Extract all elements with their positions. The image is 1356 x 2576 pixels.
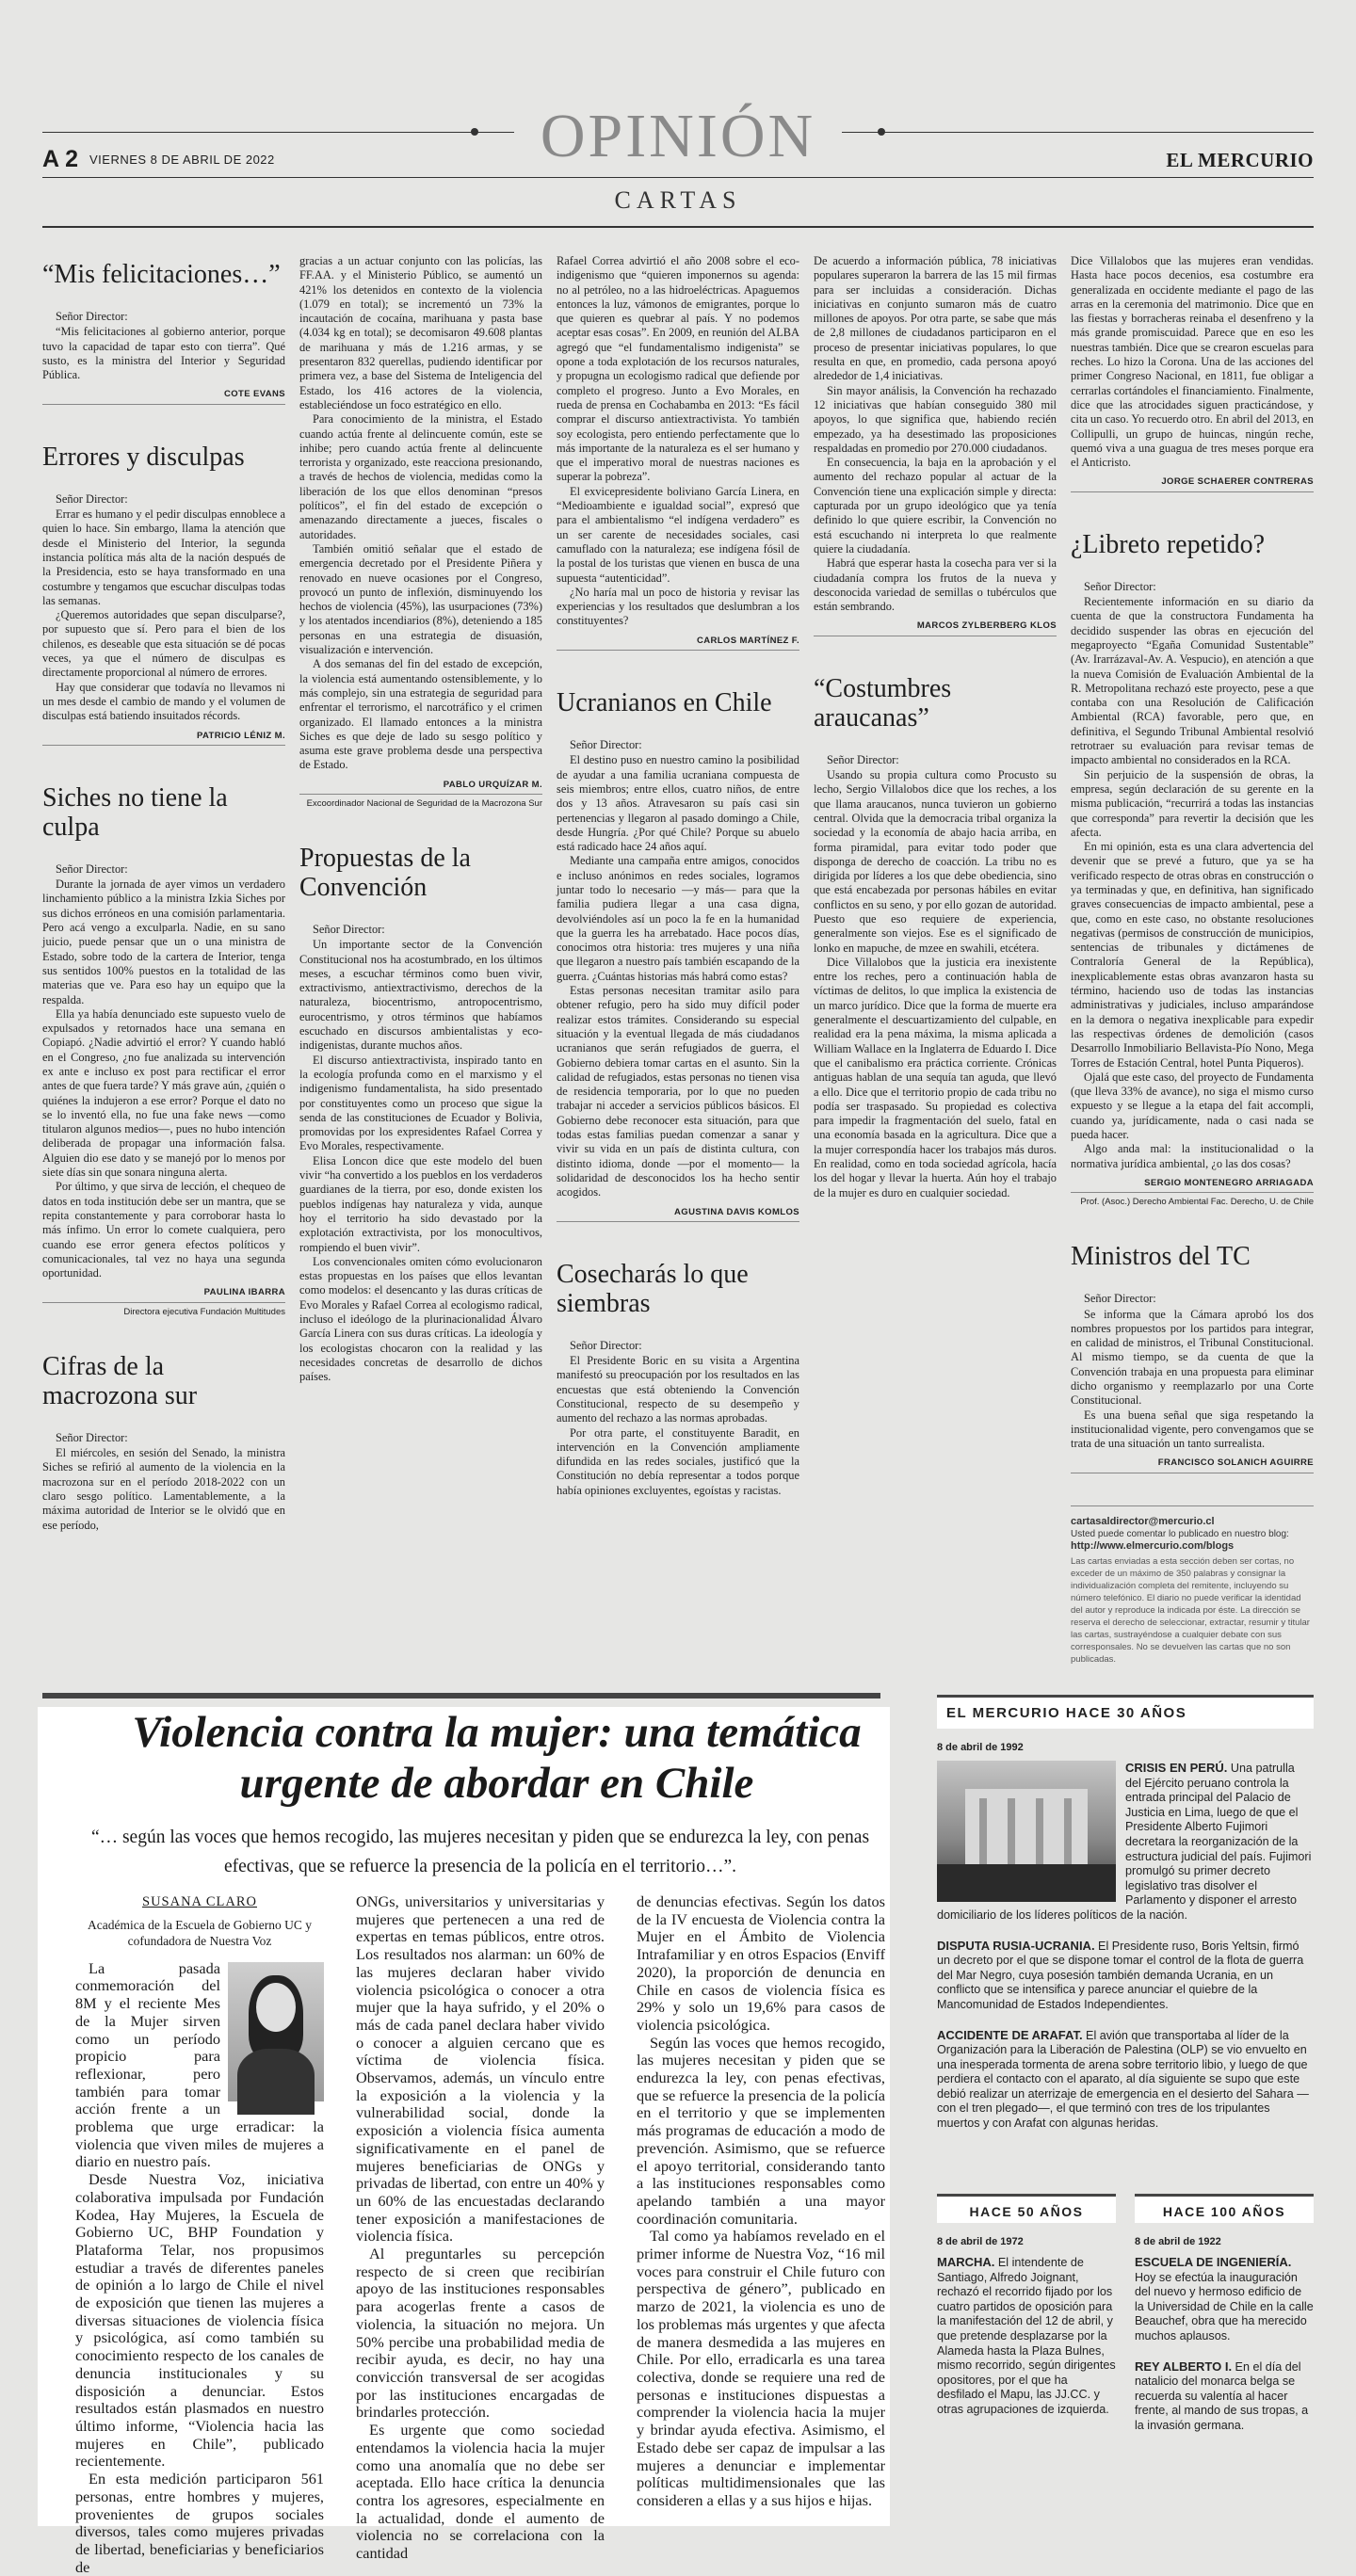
- history-100-date: 8 de abril de 1922: [1135, 2236, 1221, 2247]
- edition-date: VIERNES 8 DE ABRIL DE 2022: [89, 153, 275, 167]
- archive-photo: [937, 1761, 1116, 1902]
- letter-headline: Siches no tiene la culpa: [42, 782, 228, 842]
- history-item-kicker: MARCHA.: [937, 2255, 995, 2269]
- history-item-text: Una patrulla del Ejército peruano controla la entrada principal del Palacio de Justicia en Lima, luego de que el Presidente Alberto Fujimori decretara la reorganización de la estructura judicial del país. Fujimori promulgó su primer decreto legislativo tras disolver el Parlamento y disponer el arresto domiciliario de los líderes políticos de la nación.: [937, 1762, 1312, 1922]
- letter-salutation: Señor Director:: [570, 738, 642, 752]
- sidebar-date: 8 de abril de 1992: [937, 1742, 1024, 1753]
- letter: [814, 674, 1057, 1200]
- letter-body: Ojalá que este caso, del proyecto de Fundamenta (que lleva 33% de avance), no siga el mismo curso expuesto y se llegue a la etapa del fait accompli, cuando ya, jurídicamente, nada o casi nada se pueda hacer.: [1071, 1070, 1314, 1142]
- history-50-date: 8 de abril de 1972: [937, 2236, 1024, 2247]
- letter-salutation: Señor Director:: [1084, 1292, 1156, 1306]
- letter-signature-title: Directora ejecutiva Fundación Multitudes: [123, 1306, 285, 1317]
- feature-pull-quote: “… según las voces que hemos recogido, las mujeres necesitan y piden que se endurezca la ley, con penas efectivas, que se refuerce la presencia de la policía en el territorio…”.: [90, 1827, 870, 1876]
- letter-body: Recientemente información en su diario da cuenta de que la constructora Fundamenta ha decidido suspender las obras en ejecución del megaproyecto “Egaña Comunidad Sustentable” (Av. Irarrázaval-Av. A. Vespucio), en atención a que la nueva Comisión de Evaluación Ambiental de la R. Metropolitana rechazó este proyecto, pese a que contaba con una Resolución de Calificación Ambiental (RCA) favorable, pero que, en definitiva, el Segundo Tribunal Ambiental resolvió retrotraer su evaluación para revisar temas de impacto ambiental no considerados en la RCA.: [1071, 595, 1314, 767]
- letter-body: Por último, y que sirva de lección, el chequeo de datos en toda institución debe ser un mantra, que se repita constantemente y para corroborar hasta lo más ínfimo. Un error lo comete cualquiera, pero cuando ese error genera efectos políticos y comunicacionales, tal vez no haya una segunda oportunidad.: [42, 1180, 285, 1280]
- letter-headline: Ucranianos en Chile: [557, 688, 772, 718]
- letter-salutation: Señor Director:: [313, 922, 385, 936]
- feature-column-2: [356, 1893, 605, 2563]
- letter-headline: “Mis felicitaciones…”: [42, 260, 281, 289]
- feature-paragraph: ONGs, universitarios y universitarias y mujeres que pertenecen a una red de expertas en temas públicos, entre otros. Los resultados nos alarman: un 60% de las mujeres declaran haber vivido violencia psicológica o conocer a otra mujer que la haya sufrido, y el 20% o más de cada panel declara haber vivido o conocer a alguien cercano que es víctima de violencia física. Observamos, además, un vínculo entre la exposición a la violencia y la vulnerabilidad social, donde la exposición a violencia física aumenta significativamente en el panel de mujeres beneficiarias de ONGs y privadas de libertad, con entre un 40% y un 60% de las encuestadas declarando tener exposición a manifestaciones de violencia física.: [356, 1892, 605, 2246]
- letter-body: Se informa que la Cámara aprobó los dos nombres propuestos por los partidos para integrar, en calidad de ministros, el Tribunal Constitucional. Al mismo tiempo, se da cuenta de que la Convención trabaja en una propuesta para eliminar dicho organismo y reemplazarlo por una Corte Constitucional.: [1071, 1307, 1314, 1408]
- letters-column-1: [42, 254, 285, 1533]
- letter-salutation: Señor Director:: [56, 491, 128, 506]
- feature-paragraph: Es urgente que como sociedad entendamos la violencia hacia la mujer como una anomalía que no debe ser aceptada. Ello hace crítica la denuncia contra los agresores, especialmente en la actualidad, donde el aumento de violencia no se correlaciona con la cantidad: [356, 2421, 605, 2563]
- history-100-box: [1135, 2194, 1314, 2449]
- history-50-title: HACE 50 AÑOS: [937, 2194, 1116, 2223]
- history-item-text: El avión que transportaba al líder de la Organización para la Liberación de Palestina (OLP) se vio envuelto en una inesperada tormenta de arena sobre territorio libio, y luego de que perdiera el contacto con el aparato, al día siguiente se supo que este debió realizar un aterrizaje de emergencia en el desierto del Sahara —con el tren plegado—, el que terminó con tres de los tripulantes muertos y con Arafat con algunas heridas.: [937, 2028, 1309, 2131]
- letter-salutation: Señor Director:: [827, 752, 899, 766]
- letter-signature-title: Prof. (Asoc.) Derecho Ambiental Fac. Derecho, U. de Chile: [1080, 1197, 1314, 1208]
- letter-body: El miércoles, en sesión del Senado, la ministra Siches se refirió al aumento de la violencia en la macrozona sur en el período 2018-2022 con un claro sesgo político. Lamentablemente, a la máxima autoridad de Interior se le olvidó que en ese período,: [42, 1446, 285, 1532]
- history-item-kicker: ESCUELA DE INGENIERÍA.: [1135, 2255, 1292, 2269]
- letter-body: Sin perjuicio de la suspensión de obras, la empresa, según declaración de su gerente en la misma publicación, “recurrirá a todas las instancias que corresponda” para revertir la decisión que les afecta.: [1071, 767, 1314, 839]
- feature-rule: [42, 1693, 880, 1699]
- letters-column-4: [814, 254, 1057, 1200]
- letter-body: De acuerdo a información pública, 78 iniciativas populares superaron la barrera de las 15 mil firmas para ser incluidas a consideración. Dichas iniciativas en conjunto sumaron más de cuatro millones de apoyos. Por otra parte, se sabe que más de 2,8 millones de ciudadanos participaron en el proceso de presentar iniciativas populares, lo que resulta en que, en promedio, cada persona apoyó alrededor de 1,4 iniciativas.: [814, 254, 1057, 383]
- page-number: A 2: [42, 146, 78, 172]
- letter-body: En consecuencia, la baja en la aprobación y el aumento del rechazo popular al actuar de la Convención tiene una explicación simple y directa: capturada por un grupo ideológico que ya tenía definido lo que quiere escribir, la Convención no está escuchando ni interpreta lo que realmente quiere la ciudadanía.: [814, 456, 1057, 555]
- feature-paragraph: Tal como ya habíamos revelado en el primer informe de Nuestra Voz, “16 mil voces para construir el Chile futuro con perspectiva de género”, publicado en marzo de 2021, la violencia es uno de los problemas más urgentes y que afecta de manera desmedida a las mujeres en Chile. Por ello, erradicarla es una tarea colectiva, donde se requiere una red de personas e instituciones dispuestas a comprender la violencia hacia la mujer y brindar ayuda efectiva. Asimismo, el Estado debe ser capaz de impulsar a las mujeres a denunciar e implementar políticas multidimensionales que las consideren a ellas y a sus hijos e hijas.: [637, 2227, 885, 2509]
- letter: [42, 1352, 285, 1533]
- masthead-rule-bottom: [42, 226, 1314, 228]
- ornament-dot-right: [878, 128, 885, 136]
- history-item-text: El Presidente ruso, Boris Yeltsin, firmó un decreto por el que se dispone tomar el control de la flota de guerra del Mar Negro, cuya posesión también demanda Ucrania, en un conflicto que se intensifica y parece anunciar el quiebre de la Mancomunidad de Estados Independientes.: [937, 1939, 1304, 2011]
- letter-signature: FRANCISCO SOLANICH AGUIRRE: [1071, 1456, 1314, 1473]
- letter: [1071, 530, 1314, 1208]
- letter-body: Algo anda mal: la institucionalidad o la normativa jurídica ambiental, ¿o las dos cosas?: [1071, 1142, 1314, 1170]
- letter-signature-title: Excoordinador Nacional de Seguridad de la Macrozona Sur: [306, 797, 542, 809]
- letter-body: gracias a un actuar conjunto con las policías, las FF.AA. y el Ministerio Público, se aumentó un 421% los detenidos en contexto de la violencia (1.079 en total); se incrementó un 73% la incautación de cocaína, marihuana y pasta base (4.034 kg en total); se decomisaron 49.608 plantas de marihuana y más de 1.216 armas, y se presentaron 832 querellas, pudiendo identificar por primera vez, a base del Sistema de Inteligencia del Estado, los 416 actores de la violencia, estableciéndose un foco estratégico en ello.: [299, 254, 542, 411]
- letter: [42, 443, 285, 746]
- letter-headline: “Costumbres araucanas”: [814, 673, 952, 733]
- letter-salutation: Señor Director:: [570, 1338, 642, 1352]
- letter-signature: PATRICIO LÉNIZ M.: [42, 729, 285, 746]
- letter-body: Estas personas necesitan tramitar asilo para obtener refugio, pero ha sido muy difícil poder realizar estos trámites. Considerando su especial situación y la eventual llegada de más ciudadanos ucranianos que serán refugiados de guerra, el Gobierno debiera tomar cartas en el asunto. Sin la calidad de refugiados, estas personas no tienen visa de residencia temporaria, por lo que no pueden trabajar ni acceder a servicios públicos básicos. El Gobierno debe reconocer esta situación, para que todas estas familias puedan comenzar a sanar y vivir su vida en un país de distinta cultura, con distinto idioma, donde —por el momento— la solidaridad de desconocidos los ha hecho sentir acogidos.: [557, 984, 799, 1199]
- letter-body: “Mis felicitaciones al gobierno anterior, porque tuvo la capacidad de tapar esto con tierra”. Qué susto, es la ministra del Interior y Seguridad Pública.: [42, 325, 285, 382]
- history-item: [1135, 2255, 1314, 2344]
- letter-body: Para conocimiento de la ministra, el Estado cuando actúa frente al delincuente común, este se inhibe; pero cuando actúa frente al delincuente terrorista y organizado, este reacciona presionando, a través de hechos de violencia, medidas como la liberación de los que ellos denominan “presos políticos”, el fin del estado de excepción o amenazando directamente a jueces, fiscales o autoridades.: [299, 412, 542, 541]
- letters-section: [42, 254, 1314, 1666]
- feature-column-3: [637, 1893, 885, 2510]
- letter-body: A dos semanas del fin del estado de excepción, la violencia está aumentando ostensiblemente, y lo más complejo, sin una estrategia de seguridad para enfrentar el terrorismo, el narcotráfico y el crimen organizado. El llamado entonces a la ministra Siches es que deje de lado su sesgo político y asuma este grave problema desde una perspectiva de Estado.: [299, 657, 542, 772]
- letter: [42, 783, 285, 1318]
- feature-paragraph: Al preguntarles su percepción respecto de si creen que recibirían apoyo de las instituciones responsables para acogerlas frente a casos de violencia, la situación no mejora. Un 50% percibe una probabilidad media de recibir ayuda, es decir, no hay una convicción transversal de ser acogidas por las instituciones encargadas de brindarles protección.: [356, 2245, 605, 2422]
- letter-salutation: Señor Director:: [56, 1430, 128, 1444]
- letter-salutation: Señor Director:: [1084, 579, 1156, 593]
- letter-signature: JORGE SCHAERER CONTRERAS: [1071, 475, 1314, 491]
- feature-column-1: [75, 1893, 324, 2576]
- letter-body: Dice Villalobos que la justicia era inexistente entre los reches, pero a continuación habla de víctimas de delitos, lo que implica la existencia de un marco jurídico. Dice que la forma de muerte era generalmente el descuartizamiento del culpable, en realidad era la pena máxima, la misma aplicada a William Wallace en la Inglaterra de Eduardo I. Dice que el canibalismo era práctica corriente. Crónicas antiguas hablan de una sequía tan aguda, que llevó a ello. Dice que el territorio propio de cada tribu no podía ser traspasado. Su propiedad es colectiva para impedir la fragmentación del suelo, fatal en una economía basada en la agricultura. Dice que a la mujer correspondía hacer los trabajos más duros. En realidad, como en toda sociedad agrícola, hacía los del hogar y llevar la huerta. Aún hoy el trabajo de la mujer es duro en cualquier sociedad.: [814, 955, 1057, 1199]
- letter-signature: PAULINA IBARRA: [42, 1285, 285, 1302]
- letter-body: ¿Queremos autoridades que sepan disculparse?, por supuesto que sí. Pero para el bien de los chilenos, es deseable que esta situación se dé pocas veces, ya que el número de disculpas es directamente proporcional al número de errores.: [42, 608, 285, 680]
- letters-column-5: [1071, 254, 1314, 1666]
- letter-body: Ella ya había denunciado este supuesto vuelo de expulsados y retornados hace una semana en Copiapó. ¿Nadie advirtió el error? Y cuando habló en el Congreso, ¿no fue analizada su intervención ex ante e incluso ex post para rectificar el error antes de que fuera tarde? Y más grave aún, ¿quién o quiénes la indujeron a ese error? Porque el dato no se lo inventó ella, no fue una fake news —como titularon algunos medios—, pues no hubo intención deliberada de propagar una información falsa. Alguien dio ese dato y se manejó por lo menos por siete días sin que sonara ninguna alerta.: [42, 1006, 285, 1180]
- letter: [42, 260, 285, 405]
- letter-body: Un importante sector de la Convención Constitucional nos ha acostumbrado, en los últimos meses, a escuchar términos como buen vivir, extractivismo, antiextractivismo, derechos de la naturaleza, biocentrismo, antropocentrismo, eurocentrismo, y otros términos que habíamos escuchado en discursos ambientalistas y eco-indigenistas, durante muchos años.: [299, 938, 542, 1053]
- feature-paragraph: En esta medición participaron 561 personas, entre hombres y mujeres, provenientes de grupos sociales diversos, tales como mujeres privadas de libertad, beneficiarias y beneficiarios de: [75, 2470, 324, 2576]
- letter: [299, 844, 542, 1385]
- letter-body: ¿No haría mal un poco de historia y revisar las experiencias y los resultados que deslumbran a los constituyentes?: [557, 585, 799, 628]
- letter-body: El exvicepresidente boliviano García Linera, en “Medioambiente e igualdad social”, expresó que para el ambientalismo “el indígena verdadero” es un ser carente de necesidades sociales, casi camuflado con la naturaleza; ese indígena fósil de la postal de los turistas que vienen en busca de una supuesta “autenticidad”.: [557, 484, 799, 585]
- letter-salutation: Señor Director:: [56, 310, 128, 323]
- history-item: [937, 1939, 1314, 2013]
- subsection-title: CARTAS: [614, 186, 742, 214]
- letter-body: Sin mayor análisis, la Convención ha rechazado 12 iniciativas que habían conseguido 380 mil apoyos, lo que significa que, habiendo recién empezado, ya ha desestimado las proposiciones respaldadas en promedio por 270.000 ciudadanos.: [814, 383, 1057, 455]
- letter-body: Habrá que esperar hasta la cosecha para ver si la ciudadanía compra los frutos de la nueva y desconocida variedad de semillas o tubérculos que están sembrando.: [814, 556, 1057, 614]
- feature-paragraph: de denuncias efectivas. Según los datos de la IV encuesta de Violencia contra la Mujer en el Ámbito de Violencia Intrafamiliar y en otros Espacios (Enviff 2020), la proporción de denuncia en Chile en casos de violencia física es 29% y solo un 19,6% para casos de violencia psicológica.: [637, 1892, 885, 2034]
- history-item: [1135, 2359, 1314, 2434]
- letter-signature: PABLO URQUÍZAR M.: [299, 778, 542, 795]
- history-item-kicker: REY ALBERTO I.: [1135, 2359, 1233, 2374]
- history-item-text: Hoy se efectúa la inauguración del nuevo y hermoso edificio de la Universidad de Chile en la calle Beauchef, obra que ha merecido muchos aplausos.: [1135, 2270, 1314, 2343]
- letter-headline: ¿Libreto repetido?: [1071, 529, 1266, 559]
- letter-body: En mi opinión, esta es una clara advertencia del devenir que se prevé a futuro, que ya se ha verificado respecto de otras obras en construcción o ya terminadas y que, en definitiva, han significado graves consecuencias de impacto ambiental, pese a que, como en este caso, no obstante resoluciones negativas (permisos de construcción de municipios, sentencias de tribunales y dictámenes de Contraloría General de la República), inexplicablemente estas obras avanzaron hasta su término, haciendo uso de todas las instancias administrativas y judiciales, incluso amparándose en la demora o negativa inexplicable para expedir las respectivas órdenes de demolición (casos Desarrollo Inmobiliario Bellavista-Pío Nono, Mega Torres de Estación Central, hotel Punta Piqueros).: [1071, 840, 1314, 1070]
- letter-signature: MARCOS ZYLBERBERG KLOS: [814, 619, 1057, 636]
- contact-box: [1071, 1505, 1314, 1666]
- letter-body: Dice Villalobos que las mujeres eran vendidas. Hasta hace pocos decenios, esa costumbre era generalizada en occidente mediante el pago de las arras en la ceremonia del matrimonio. Dice que en las fiestas y borracheras reinaba el desenfreno y la más grande promiscuidad. Parece que en eso les nuestras también. Dice que se crearon escuelas para reches. Lo hizo la Corona. Una de las acciones del primer Congreso Nacional, en 1811, fue obligar a cerrarlas cortándoles el financiamiento. Finalmente, dice que las atrocidades siguen practicándose, y cita un caso. Yo recuerdo otro. En abril del 2013, en Collipulli, un grupo de huincas, ningún reche, quemó viva a una guagua de tres meses porque era el Anticristo.: [1071, 254, 1314, 470]
- masthead-rule-mid: [42, 177, 1314, 178]
- letter-headline: Ministros del TC: [1071, 1242, 1251, 1272]
- history-item-kicker: CRISIS EN PERÚ.: [1125, 1761, 1228, 1775]
- letter: [1071, 1242, 1314, 1473]
- letter-body: Usando su propia cultura como Procusto su lecho, Sergio Villalobos dice que los reches, a los que llama araucanos, nunca tuvieron un gobierno central. Olvida que la democracia tribal organiza la sociedad y la economía de abajo hacia arriba, en forma piramidal, para evitar todo poder que disponga de derecho de coacción. La tribu no es dirigida por líderes a los que debe obediencia, sino que está encabezada por personas hábiles en evitar conflictos en su seno, y por ello gozan de autoridad. Puesto que eso requiere de experiencia, generalmente son viejos. Ese es el significado de lonko en mapuche, de mzee en swahili, etcétera.: [814, 768, 1057, 955]
- letters-column-3: [557, 254, 799, 1498]
- letter-body: Durante la jornada de ayer vimos un verdadero linchamiento público a la ministra Izkia Siches por sus dichos erróneos en una comisión parlamentaria. Pero acá vengo a exculparla. Nadie, en su sano juicio, puede pensar que un o una ministra de Estado, sobre todo de la cartera de Interior, tenga sus sentidos 100% puestos en la totalidad de las materias que ve. Para eso hay un equipo que la respalda.: [42, 877, 285, 1006]
- letter-body: Es una buena señal que siga respetando la institucionalidad vigente, pero convengamos que se trata de una situación un tanto surrealista.: [1071, 1408, 1314, 1451]
- newspaper-logo: EL MERCURIO: [1166, 149, 1314, 171]
- contact-note: Las cartas enviadas a esta sección deben ser cortas, no exceder de un máximo de 350 palabras y consignar la individualización completa del remitente, incluyendo su número telefónico. El diario no puede verificar la identidad del autor y reproduce la indicada por éste. La dirección se reserva el derecho de seleccionar, extractar, resumir y titular las cartas, sustrayéndose a cualquier debate con sus corresponsales. No se devuelven las cartas que no son publicadas.: [1071, 1555, 1310, 1665]
- feature-body: [75, 1892, 885, 2576]
- letter-body: El discurso antiextractivista, inspirado tanto en la ecología profunda como en el marxismo y el indigenismo fundamentalista, ha sido presentado por constituyentes como un proceso que sigue la senda de las constituciones de Ecuador y Bolivia, promovidas por los expresidentes Rafael Correa y Evo Morales, respectivamente.: [299, 1053, 542, 1153]
- history-item-kicker: ACCIDENTE DE ARAFAT.: [937, 2027, 1083, 2042]
- letter-body: También omitió señalar que el estado de emergencia decretado por el Presidente Piñera y renovado en nueve ocasiones por el Congreso, provocó un punto de inflexión, disminuyendo los hechos de violencia (45%), las usurpaciones (73%) y los atentados incendiarios (8%), deteniendo a 185 personas en una estrategia de disuasión, visualización e intervención.: [299, 541, 542, 657]
- feature-author: SUSANA CLARO: [142, 1894, 257, 1909]
- feature-author-affiliation: Académica de la Escuela de Gobierno UC y cofundadora de Nuestra Voz: [87, 1917, 313, 1948]
- letter-body: Rafael Correa advirtió el año 2008 sobre el eco-indigenismo que “quieren imponernos su agenda: no al petróleo, no a las hidroeléctricas. Apaguemos entonces la luz, vámonos de emigrantes, porque lo que quieren es quebrar al país. Y no podemos aceptar esas cosas”. En 2009, en reunión del ALBA agregó que “el fundamentalismo indigenista” se opone a toda explotación de los recursos naturales, y propugna un ecologismo radical que defiende por completo el progreso. Junto a Evo Morales, en rueda de prensa en Cochabamba en 2013: “Es fácil comprar el discurso antiextractivista. Yo también soy ecologista, pero entiendo perfectamente que lo más importante de la naturaleza es el ser humano y que el imperativo moral de nuestras naciones es superar la pobreza”.: [557, 254, 799, 484]
- feature-paragraph: La pasada conmemoración del 8M y el reciente Mes de la Mujer sirven como un período propicio para reflexionar, pero también para tomar acción frente a un problema que urge erradicar: la violencia que viven miles de mujeres a diario en nuestro país.: [75, 1958, 324, 2171]
- history-50-box: [937, 2194, 1116, 2433]
- letter-body: Los convencionales omiten cómo evolucionaron estas propuestas en los países que ellos levantan como modelos: el desencanto y las duras críticas de Evo Morales y Rafael Correa al ecologismo radical, incluso el ideólogo de la plurinacionalidad Álvaro García Linera con sus duras críticas. La ideología y los ecologistas chocaron con la realidad y las necesidades concretas de desarrollo de dichos países.: [299, 1254, 542, 1384]
- letter-body: El destino puso en nuestro camino la posibilidad de ayudar a una familia ucraniana compuesta de seis miembros; entre ellos, cuatro niños, de entre dos y 13 años. Atravesaron su país casi sin pertenencias y llegaron al pasado domingo a Chile, desde Hungría. ¿Por qué Chile? Porque su abuelo está radicado hace 24 años aquí.: [557, 753, 799, 854]
- letter-body: Hay que considerar que todavía no llevamos ni un mes desde el cambio de mando y el volumen de disculpas está batiendo insuitados récords.: [42, 680, 285, 723]
- letter-body: Elisa Loncon dice que este modelo del buen vivir “ha convertido a los pueblos en los verdaderos guardianes de la tierra, por eso, donde existen los pueblos indígenas hay naturaleza y vida, aunque hoy el territorio ha sido devastado por la explotación extractivista, por los monocultivos, rompiendo el buen vivir”.: [299, 1153, 542, 1254]
- contact-blog-label: Usted puede comentar lo publicado en nuestro blog:: [1071, 1528, 1289, 1539]
- letters-column-2: [299, 254, 542, 1384]
- history-100-title: HACE 100 AÑOS: [1135, 2194, 1314, 2223]
- feature-paragraph: Desde Nuestra Voz, iniciativa colaborativa impulsada por Fundación Kodea, Hay Mujeres, la Escuela de Gobierno UC, BHP Foundation y Plataforma Telar, nos propusimos estudiar a través de diferentes paneles de opinión a lo largo de Chile el nivel de exposición que tienen las mujeres a diversas situaciones de violencia física y psicológica, así como también su conocimiento respecto de los canales de denuncia institucionales y su disposición a denunciar. Estos resultados están plasmados en nuestro último informe, “Violencia hacia las mujeres en Chile”, publicado recientemente.: [75, 2170, 324, 2471]
- history-item-kicker: DISPUTA RUSIA-UCRANIA.: [937, 1938, 1095, 1953]
- letter-headline: Cosecharás lo que siembras: [557, 1259, 749, 1318]
- letter: [557, 1260, 799, 1498]
- letter-salutation: Señor Director:: [56, 861, 128, 876]
- history-item-text: El intendente de Santiago, Alfredo Joignant, rechazó el recorrido fijado por los cuatro partidos de oposición para la manifestación del 12 de abril, y que pretende desplazarse por la Alameda hasta la Plaza Bulnes, mismo recorrido, según dirigentes opositores, por el que ha desfilado el Mapu, las JJ.CC. y otras agrupaciones de izquierda.: [937, 2256, 1116, 2416]
- masthead: [42, 102, 1314, 243]
- history-item-text: En el día del natalicio del monarca belga se recuerda su valentía al hacer frente, al mando de sus tropas, a la invasión germana.: [1135, 2359, 1309, 2432]
- feature-title: Violencia contra la mujer: una temática urgente de abordar en Chile: [132, 1708, 862, 1808]
- letter: [557, 688, 799, 1222]
- ornament-dot-left: [471, 128, 478, 136]
- history-item: [937, 2255, 1116, 2418]
- letter-signature: COTE EVANS: [42, 387, 285, 404]
- letter-signature: AGUSTINA DAVIS KOMLOS: [557, 1205, 799, 1222]
- letter-body: El Presidente Boric en su visita a Argentina manifestó su preocupación por los resultados en las encuestas que está obteniendo la Convención Constitucional, respecto de su desempeño y aumento del rechazo a las normas aprobadas.: [557, 1354, 799, 1425]
- letter-body: Mediante una campaña entre amigos, conocidos e incluso anónimos en redes sociales, logramos juntar todo lo necesario —y más— para que la familia pudiera llegar a una casa digna, devolviéndoles así un poco la fe en la humanidad que la guerra les ha arrebatado. Hace pocos días, conocimos otra historia: tres mujeres y una niña que llegaron a nuestro país también escapando de la guerra. ¿Cuántas historias más habrá como estas?: [557, 854, 799, 983]
- section-title: OPINIÓN: [42, 102, 1314, 171]
- history-item: [937, 2028, 1314, 2132]
- sidebar-title: EL MERCURIO HACE 30 AÑOS: [937, 1695, 1314, 1729]
- contact-blog-link[interactable]: http://www.elmercurio.com/blogs: [1071, 1539, 1235, 1552]
- letter-headline: Cifras de la macrozona sur: [42, 1351, 198, 1410]
- letter-headline: Propuestas de la Convención: [299, 843, 471, 902]
- letter-signature: CARLOS MARTÍNEZ F.: [557, 634, 799, 651]
- history-sidebar: [937, 1695, 1314, 2533]
- letter-body: Errar es humano y el pedir disculpas ennoblece a quien lo hace. Sin embargo, llama la atención que desde el Ministerio del Interior, la segunda instancia política más alta de la nación después de la Presidencia, esto se haya transformado en una costumbre y tengamos que escuchar disculpas todas las semanas.: [42, 507, 285, 607]
- contact-email[interactable]: cartasaldirector@mercurio.cl: [1071, 1515, 1215, 1527]
- letter-headline: Errores y disculpas: [42, 442, 245, 472]
- letter-signature: SERGIO MONTENEGRO ARRIAGADA: [1071, 1176, 1314, 1193]
- author-photo: [228, 1962, 324, 2101]
- feature-paragraph: Según las voces que hemos recogido, las mujeres necesitan y piden que se endurezca la ley, con penas efectivas, que se refuerce la presencia de la policía en el territorio y que se implementen más programas de educación a modo de prevención. Asimismo, que se refuerce el apoyo territorial, considerando tanto a las instituciones responsables como apelando también a una mayor coordinación comunitaria.: [637, 2033, 885, 2228]
- letter-body: Por otra parte, el constituyente Baradit, en intervención en la Convención ampliamente difundida en las redes sociales, justificó que la Constitución no debía representar a todos porque había opiniones excluyentes, egoístas y racistas.: [557, 1425, 799, 1497]
- feature-article: [38, 1707, 890, 2576]
